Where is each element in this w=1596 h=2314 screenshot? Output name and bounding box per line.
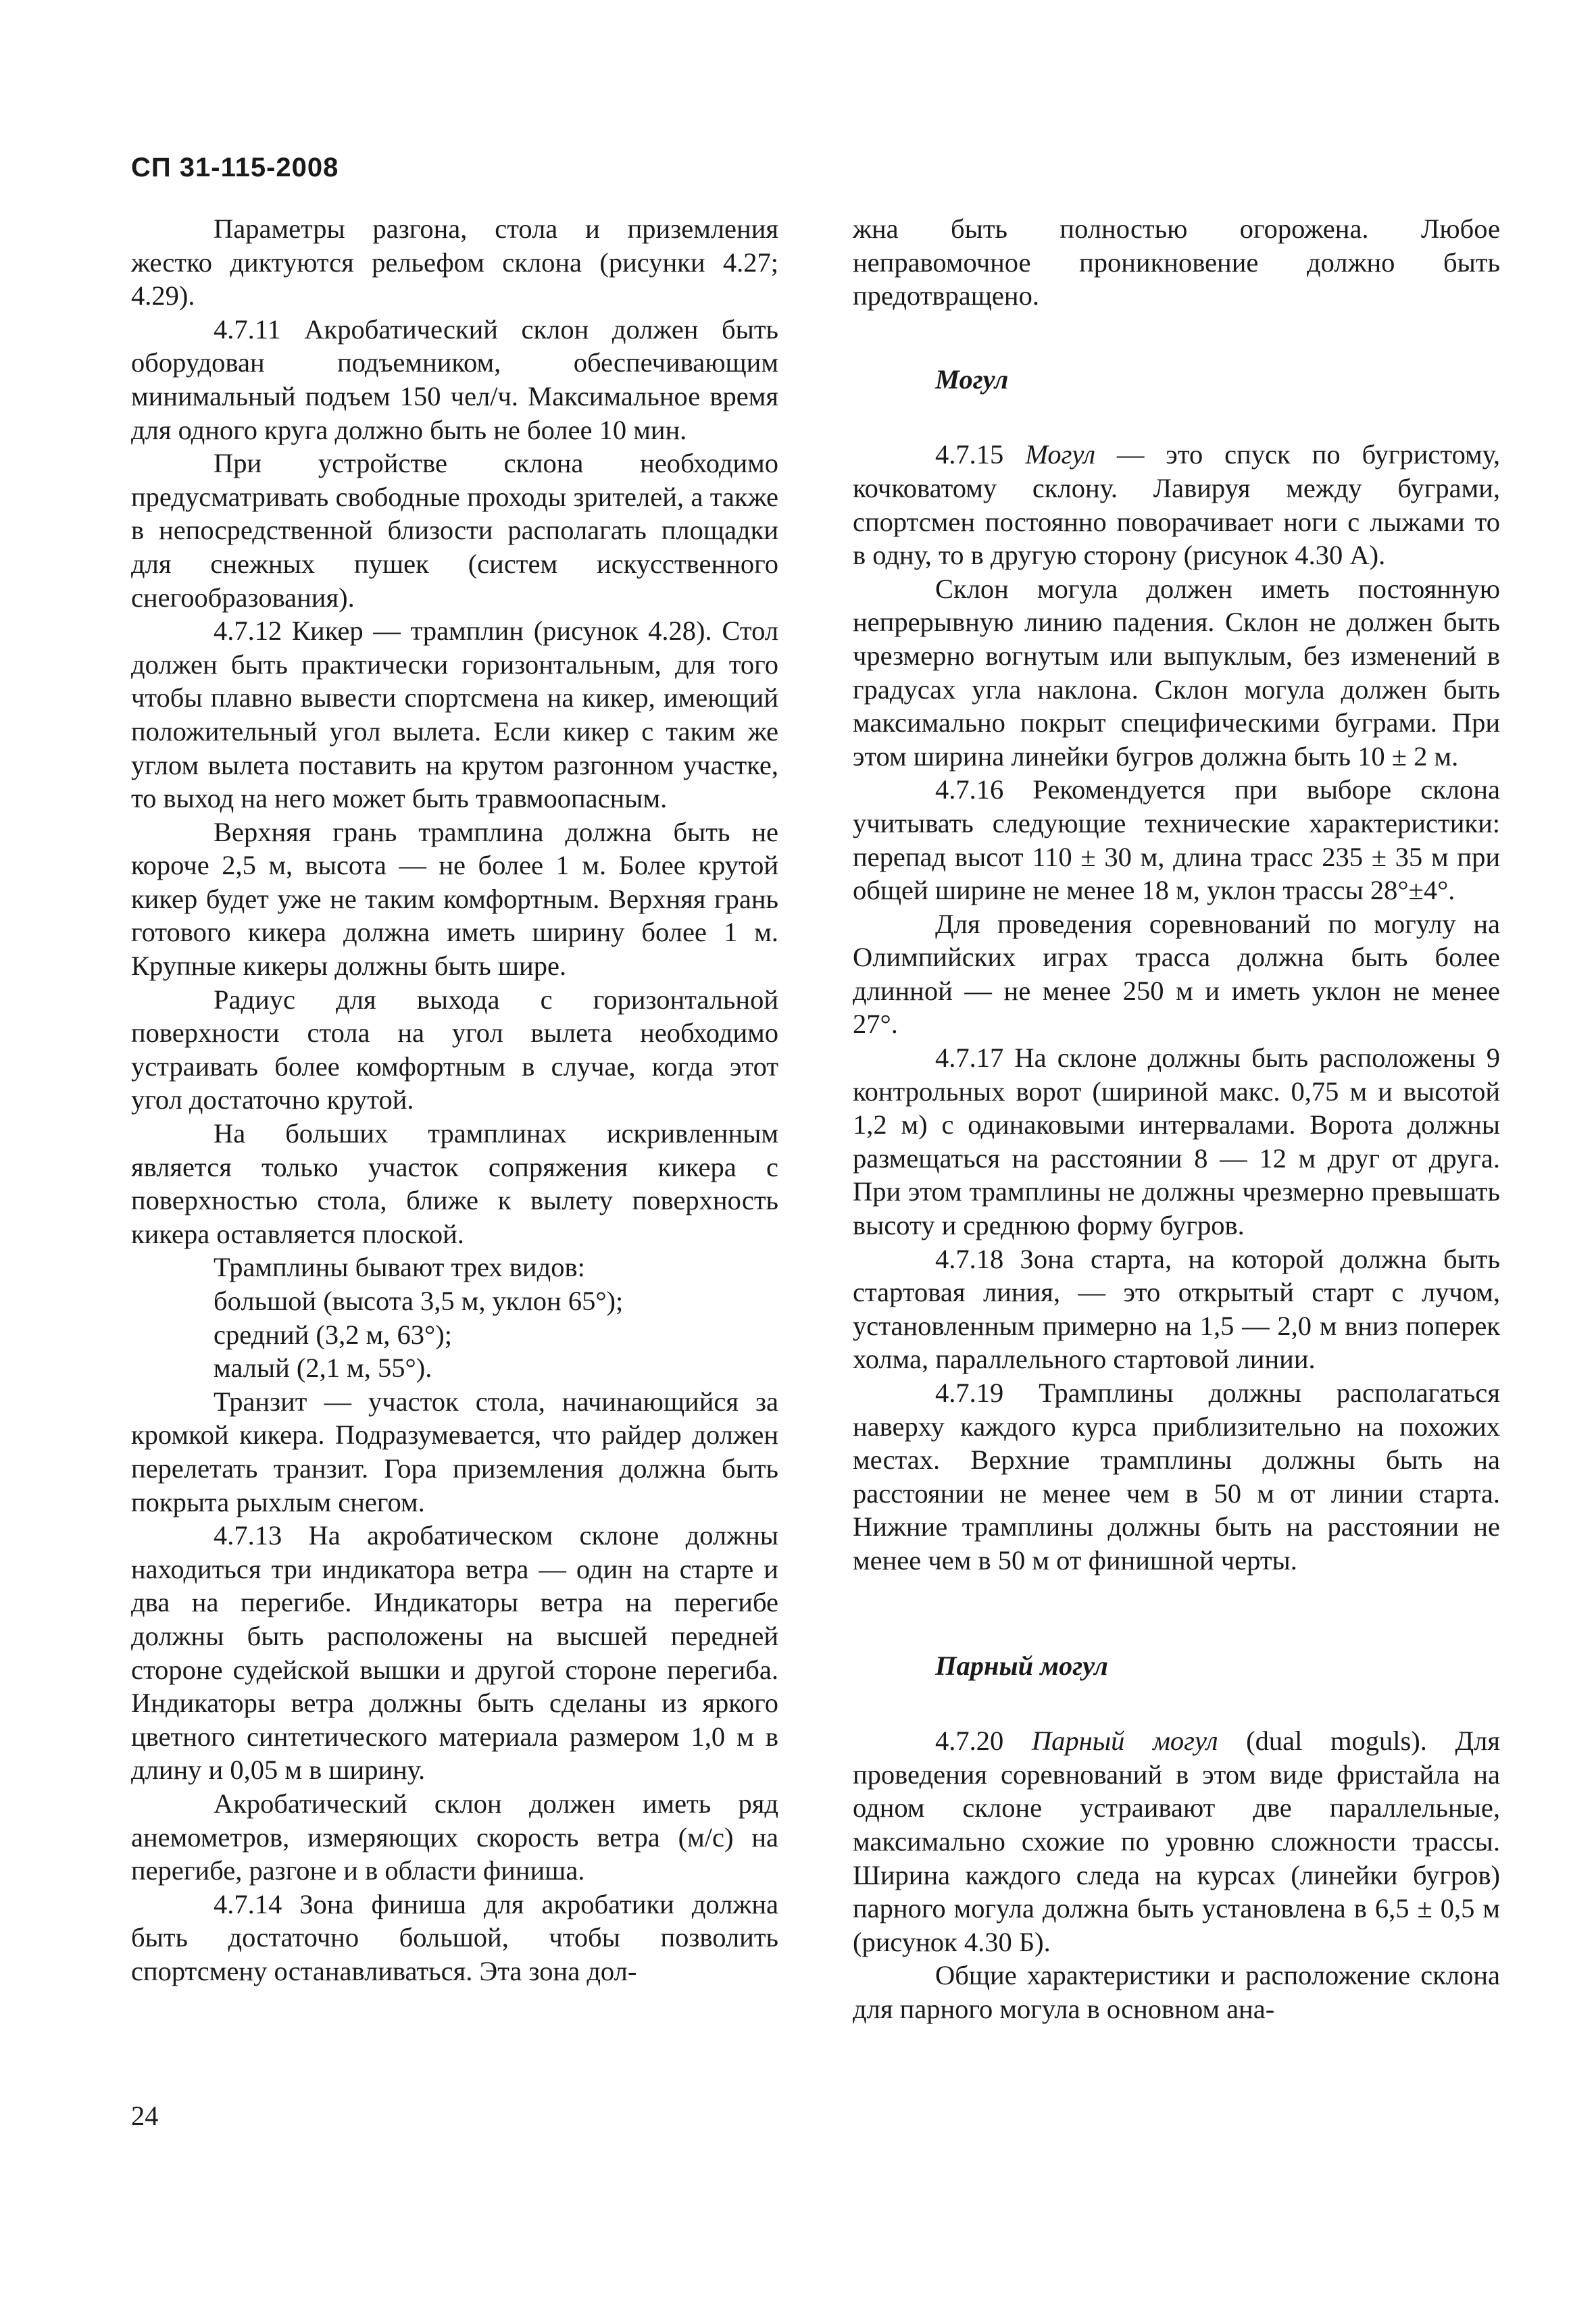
jump-type-small: малый (2,1 м, 55°). [214,1353,432,1384]
term: Парный могул [1031,1726,1218,1757]
right-column [853,212,1500,2026]
paragraph: 4.7.16 Рекомендуется при выборе склона учитывать следующие технические характеристики: перепад высот 110 ± 30 м, длина трасс 235 ± 35 м при общей ширине не менее 18 м, уклон трассы 28°±4°. [853,774,1500,906]
paragraph: Для проведения соревнований по могулу на Олимпийских играх трасса должна быть более длинной — не менее 250 м и иметь уклон не менее 27°. [853,908,1500,1040]
section-heading-dual-mogul: Парный могул [935,1650,1108,1681]
paragraph: Склон могула должен иметь постоянную непрерывную линию падения. Склон не должен быть чрезмерно вогнутым или выпуклым, без изменений в градусах угла наклона. Склон могула должен быть максимально покрыт специфическими буграми. При этом ширина линейки бугров должна быть 10 ± 2 м. [853,573,1500,772]
paragraph: Параметры разгона, стола и приземления жестко диктуются рельефом склона (рисунки 4.27; 4.29). [131,213,778,311]
paragraph: Радиус для выхода с горизонтальной поверхности стола на угол вылета необходимо устраивать более комфортным в случае, когда этот угол достаточно крутой. [131,984,778,1115]
document-code: СП 31-115-2008 [131,153,339,182]
paragraph: Общие характеристики и расположение склона для парного могула в основном ана- [853,1960,1500,2024]
paragraph: При устройстве склона необходимо предусматривать свободные проходы зрителей, а также в непосредственной близости располагать площадки для снежных пушек (систем искусственного снегообразования). [131,448,778,613]
paragraph: 4.7.19 Трамплины должны располагаться наверху каждого курса приблизительно на похожих местах. Верхние трамплины должны быть на расстоянии не менее чем в 50 м от линии старта. Нижние трамплины должны быть на расстоянии не менее чем в 50 м от финишной черты. [853,1378,1500,1576]
paragraph-continuation: жна быть полностью огорожена. Любое неправомочное проникновение должно быть предотвращено. [853,213,1500,311]
paragraph: Трамплины бывают трех видов: [214,1252,585,1283]
paragraph-text: (dual moguls). Для проведения соревнований в этом виде фристайла на одном склоне устраивают две параллельные, максимально схожие по уровню сложности трассы. Ширина каждого следа на курсах (линейки бугров) парного могула должна быть установлена в 6,5 ± 0,5 м (рисунок 4.30 Б). [853,1726,1501,1957]
paragraph: Акробатический склон должен иметь ряд анемометров, измеряющих скорость ветра (м/с) на перегибе, разгоне и в области финиша. [131,1788,778,1886]
paragraph [853,1724,1500,1959]
paragraph: На больших трамплинах искривленным является только участок сопряжения кикера с поверхностью стола, ближе к вылету поверхность кикера оставляется плоской. [131,1118,778,1249]
page-number: 24 [131,2101,159,2131]
left-column [131,212,778,1988]
clause-number: 4.7.15 [935,439,1004,470]
paragraph-text: — это спуск по бугристому, кочковатому склону. Лавируя между буграми, спортсмен постоянно поворачивает ноги с лыжами то в одну, то в другую сторону (рисунок 4.30 А). [853,439,1500,571]
jump-type-large: большой (высота 3,5 м, уклон 65°); [214,1286,624,1316]
paragraph: Верхняя грань трамплина должна быть не короче 2,5 м, высота — не более 1 м. Более крутой кикер будет уже не таким комфортным. Верхняя грань готового кикера должна иметь ширину более 1 м. Крупные кикеры должны быть шире. [131,816,778,982]
paragraph: 4.7.17 На склоне должны быть расположены 9 контрольных ворот (шириной макс. 0,75 м и высотой 1,2 м) с одинаковыми интервалами. Ворота должны размещаться на расстоянии 8 — 12 м друг от друга. При этом трамплины не должны чрезмерно превышать высоту и среднюю форму бугров. [853,1042,1500,1241]
clause-number: 4.7.20 [935,1726,1004,1757]
jump-type-medium: средний (3,2 м, 63°); [214,1319,452,1350]
paragraph: 4.7.14 Зона финиша для акробатики должна быть достаточно большой, чтобы позволить спортсмену останавливаться. Эта зона дол- [131,1888,778,1986]
term: Могул [1025,439,1095,470]
paragraph: 4.7.13 На акробатическом склоне должны находиться три индикатора ветра — один на старте и два на перегибе. Индикаторы ветра на перегибе должны быть расположены на высшей передней стороне судейской вышки и другой стороне перегиба. Индикаторы ветра должны быть сделаны из яркого цветного синтетического материала размером 1,0 м в длину и 0,05 м в ширину. [131,1520,778,1786]
paragraph: 4.7.11 Акробатический склон должен быть оборудован подъемником, обеспечивающим минимальный подъем 150 чел/ч. Максимальное время для одного круга должно быть не более 10 мин. [131,313,778,445]
paragraph: 4.7.18 Зона старта, на которой должна быть стартовая линия, — это открытый старт с лучом, установленным примерно на 1,5 — 2,0 м вниз поперек холма, параллельного стартовой линии. [853,1243,1500,1375]
section-heading-mogul: Могул [935,363,1009,395]
paragraph: Транзит — участок стола, начинающийся за кромкой кикера. Подразумевается, что райдер должен перелетать транзит. Гора приземления должна быть покрыта рыхлым снегом. [131,1386,778,1517]
paragraph: 4.7.12 Кикер — трамплин (рисунок 4.28). Стол должен быть практически горизонтальным, для того чтобы плавно вывести спортсмена на кикер, имеющий положительный угол вылета. Если кикер с таким же углом вылета поставить на крутом разгонном участке, то выход на него может быть травмоопасным. [131,615,778,814]
paragraph [853,438,1500,572]
